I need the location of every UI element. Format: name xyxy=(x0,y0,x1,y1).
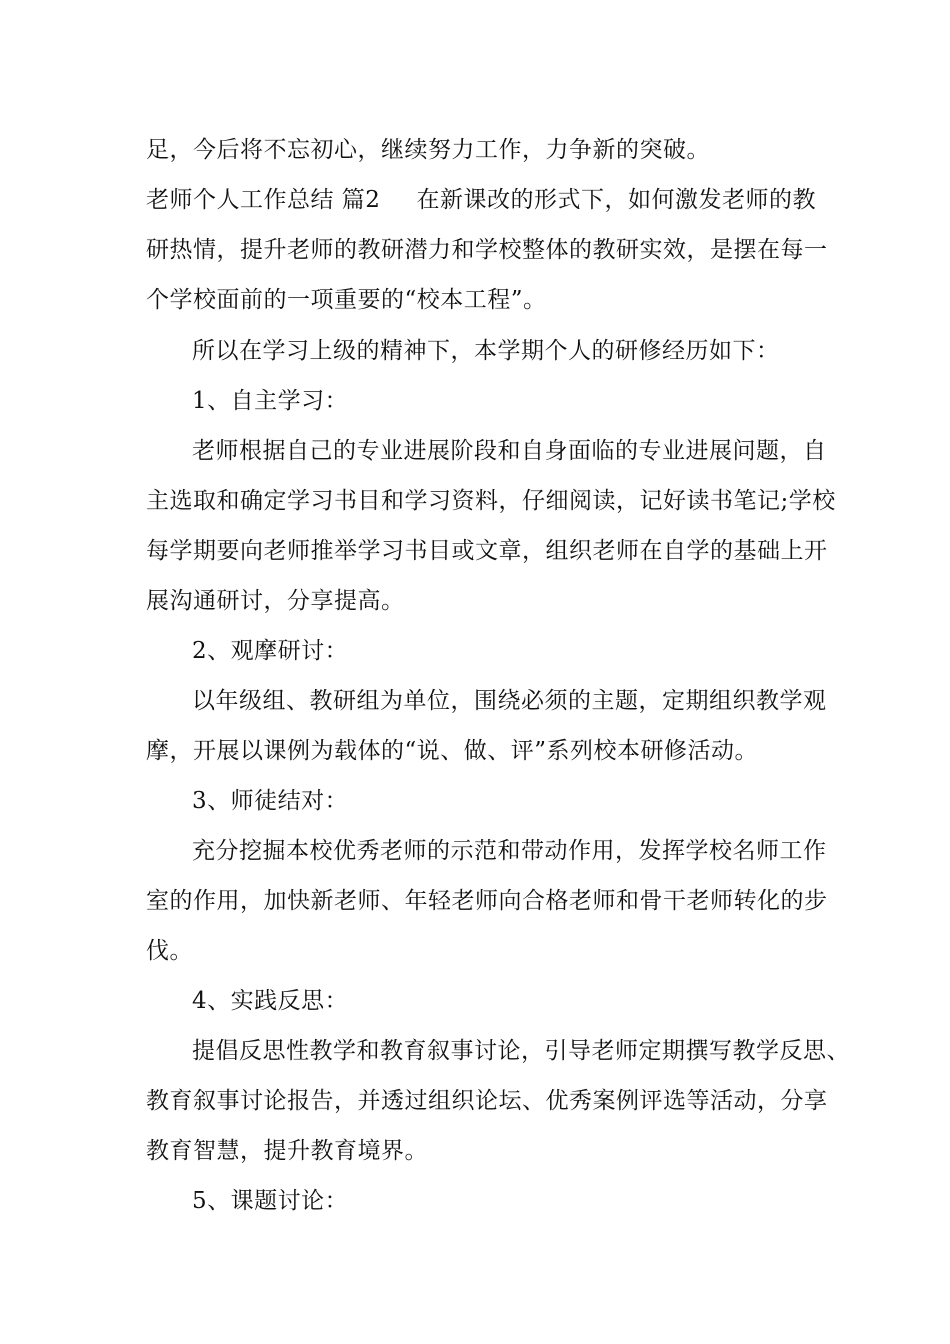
text-line: 摩，开展以课例为载体的“说、做、评”系列校本研修活动。 xyxy=(146,738,759,764)
list-heading: 2、观摩研讨： xyxy=(192,638,349,664)
text-line: 提倡反思性教学和教育叙事讨论，引导老师定期撰写教学反思、 xyxy=(192,1038,850,1064)
text-line: 充分挖掘本校优秀老师的示范和带动作用，发挥学校名师工作 xyxy=(192,838,827,864)
section-heading-line xyxy=(146,184,816,216)
text-line: 足，今后将不忘初心，继续努力工作，力争新的突破。 xyxy=(146,137,710,163)
text-line: 所以在学习上级的精神下，本学期个人的研修经历如下： xyxy=(192,338,780,364)
text-line: 老师根据自己的专业进展阶段和自身面临的专业进展问题，自 xyxy=(192,438,827,464)
text-line: 教育智慧，提升教育境界。 xyxy=(146,1138,428,1164)
section-heading: 老师个人工作总结 篇2 xyxy=(146,187,381,213)
list-heading: 3、师徒结对： xyxy=(192,788,349,814)
text-line: 室的作用，加快新老师、年轻老师向合格老师和骨干老师转化的步 xyxy=(146,888,828,914)
list-heading: 4、实践反思： xyxy=(192,988,349,1014)
text-line: 每学期要向老师推举学习书目或文章，组织老师在自学的基础上开 xyxy=(146,538,828,564)
text-line: 研热情，提升老师的教研潜力和学校整体的教研实效，是摆在每一 xyxy=(146,237,828,263)
text-line: 伐。 xyxy=(146,938,193,964)
text-line: 在新课改的形式下，如何激发老师的教 xyxy=(416,187,816,213)
text-line: 个学校面前的一项重要的“校本工程”。 xyxy=(146,287,547,313)
list-heading: 5、课题讨论： xyxy=(192,1188,349,1214)
text-line: 教育叙事讨论报告，并透过组织论坛、优秀案例评选等活动，分享 xyxy=(146,1088,828,1114)
text-line: 展沟通研讨，分享提高。 xyxy=(146,588,405,614)
list-heading: 1、自主学习： xyxy=(192,388,349,414)
text-line: 以年级组、教研组为单位，围绕必须的主题，定期组织教学观 xyxy=(192,688,827,714)
text-line: 主选取和确定学习书目和学习资料，仔细阅读，记好读书笔记;学校 xyxy=(146,488,836,514)
